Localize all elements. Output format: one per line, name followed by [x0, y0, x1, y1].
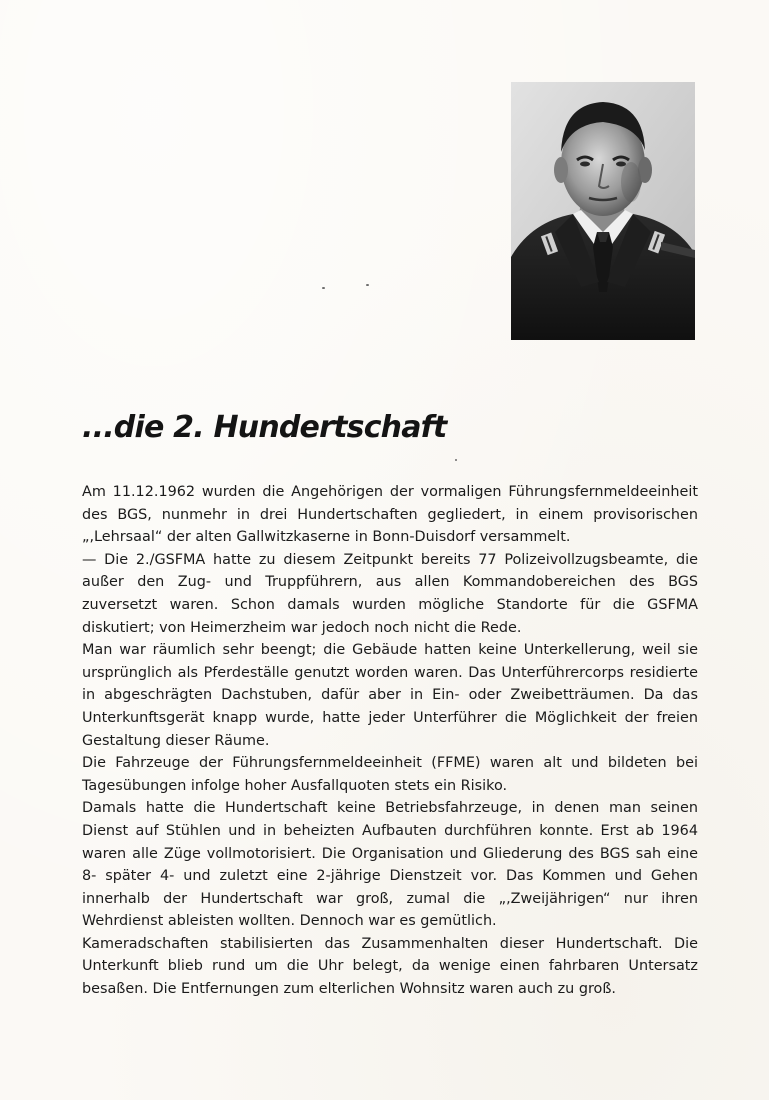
portrait-illustration — [511, 82, 695, 340]
paper-speck — [322, 287, 325, 289]
paragraph-5: Damals hatte die Hundertschaft keine Betriebsfahrzeuge, in denen man seinen Dienst auf Stühlen und in beheizten Aufbauten durchführen konnte. Erst ab 1964 waren alle Züge vollmotorisiert. Die Organisation und Gliederung des BGS sah eine 8- später 4- und zuletzt eine 2-jährige Dienstzeit vor. Das Kommen und Gehen innerhalb der Hundertschaft war groß, zumal die „,Zweijährigen“ nur ihren Wehrdienst ableisten wollten. Dennoch war es gemütlich. — [82, 800, 698, 930]
article-body — [82, 481, 698, 1001]
paragraph-1: Am 11.12.1962 wurden die Angehörigen der vormaligen Führungsfernmeldeeinheit des BGS, nunmehr in drei Hundertschaften gegliedert, in einem provisorischen „,Lehrsaal“ der alten Gallwitzkaserne in Bonn-Duisdorf versammelt. — [82, 484, 698, 546]
officer-portrait-photo — [511, 82, 695, 340]
paper-speck — [455, 459, 457, 461]
paragraph-6: Kameradschaften stabilisierten das Zusammenhalten dieser Hundertschaft. Die Unterkunft blieb rund um die Uhr belegt, da wenige einen fahrbaren Untersatz besaßen. Die Entfernungen zum elterlichen Wohnsitz waren auch zu groß. — [82, 935, 698, 998]
paper-speck — [366, 284, 369, 286]
paragraph-2: — Die 2./GSFMA hatte zu diesem Zeitpunkt bereits 77 Polizeivollzugsbeamte, die außer den Zug- und Truppführern, aus allen Kommandobereichen des BGS zuversetzt waren. Schon damals wurden mögliche Standorte für die GSFMA diskutiert; von Heimerzheim war jedoch noch nicht die Rede. — [82, 551, 698, 636]
paragraph-3: Man war räumlich sehr beengt; die Gebäude hatten keine Unterkellerung, weil sie ursprünglich als Pferdeställe genutzt worden waren. Das Unterführercorps residierte in abgeschrägten Dachstuben, dafür aber in Ein- oder Zweibetträumen. Da das Unterkunftsgerät knapp wurde, hatte jeder Unterführer die Möglichkeit der freien Gestaltung dieser Räume. — [82, 642, 698, 749]
section-headline: ...die 2. Hundertschaft — [82, 410, 447, 445]
paragraph-4: Die Fahrzeuge der Führungsfernmeldeeinheit (FFME) waren alt und bildeten bei Tagesübungen infolge hoher Ausfallquoten stets ein Risiko. — [82, 755, 698, 794]
